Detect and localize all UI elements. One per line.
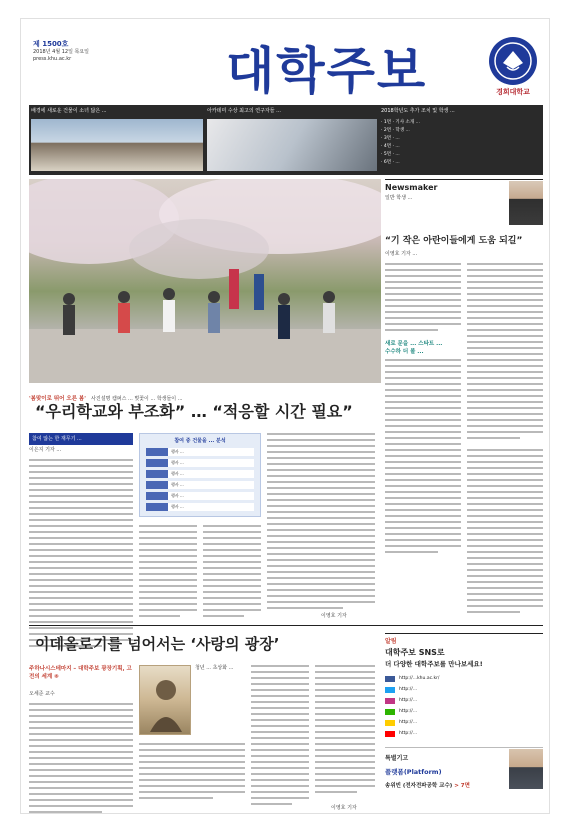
- sns-title: 대학주보 SNS로: [385, 648, 445, 657]
- promo-right-line: · 3면 · ...: [381, 136, 400, 141]
- newsmaker-subtitle: 일반 학생 ...: [385, 195, 413, 201]
- sidebar-rule: [385, 633, 543, 634]
- kakao-icon: [385, 720, 395, 726]
- feature-col3: [251, 665, 309, 809]
- section-divider: [29, 625, 543, 626]
- newsmaker-rule: [385, 179, 543, 180]
- promo-right-line: · 1면 · 기사 소개 ...: [381, 120, 420, 125]
- newsmaker-headline: “기 작은 아란이들에게 도움 되길”: [385, 236, 523, 246]
- promo-left-title: 배경에 새로운 건물이 소녀 닮은 ...: [31, 108, 107, 114]
- feature-col2: [139, 743, 245, 803]
- photo-caption-text: 사진설명 캠퍼스 ... 벚꽃이 ... 학생들이 ...: [91, 396, 183, 402]
- promo-right-line: · 5면 · ...: [381, 152, 400, 157]
- feature-tag-number: ⑧: [54, 674, 59, 680]
- stats-table-row-text: 행사 ...: [171, 471, 184, 476]
- stats-table: [139, 433, 261, 517]
- youtube-icon: [385, 731, 395, 737]
- promo-right-line: · 6면 · ...: [381, 160, 400, 165]
- instagram-icon: [385, 698, 395, 704]
- stats-table-row: [146, 459, 254, 467]
- photo-caption-label: '봄맞이로 뛰어 오른 봄': [29, 396, 86, 402]
- photo-caption: [29, 385, 381, 402]
- main-headline: “우리학교와 부조화” … “적응할 시간 필요”: [35, 402, 353, 421]
- sns-link[interactable]: http://...: [385, 695, 543, 706]
- issue-number: 제 1500호: [33, 40, 69, 48]
- promo-middle[interactable]: [207, 107, 377, 173]
- sns-link[interactable]: http://...khu.ac.kr/: [385, 673, 543, 684]
- feature-portrait-caption: 청년 ... 초상화 ...: [195, 665, 234, 671]
- stats-table-row-text: 행사 ...: [171, 482, 184, 487]
- main-story-tag: 참여 않는 한 재무기 ...: [29, 433, 133, 445]
- newsmaker-subheading: 새로 문을 ... 스타트 ...: [385, 341, 443, 347]
- newsmaker-col2-text-b: [467, 449, 543, 617]
- sns-link[interactable]: http://...: [385, 684, 543, 695]
- university-seal-icon: [489, 37, 537, 85]
- feature-portrait: [139, 665, 191, 735]
- sidebar-divider: [385, 747, 543, 748]
- sidebar-label: 알림: [385, 638, 397, 645]
- masthead-title: 대학주보: [226, 42, 428, 100]
- stats-table-row-text: 행사 ...: [171, 449, 184, 454]
- newsmaker-col1-text-b: [385, 359, 461, 557]
- special-author-name: 송위빈 (전자전파공학 교수): [385, 783, 453, 789]
- main-story-end-note: 이영호 기자: [321, 613, 347, 619]
- stats-table-row: [146, 448, 254, 456]
- promo-right[interactable]: [381, 107, 541, 173]
- sns-link[interactable]: http://...: [385, 717, 543, 728]
- promo-right-title: 2018학년도 추가 조치 및 학생 ...: [381, 108, 455, 114]
- stats-table-row-text: 행사 ...: [171, 460, 184, 465]
- blog-icon: [385, 709, 395, 715]
- newsmaker-byline: 이영호 기자 ...: [385, 251, 418, 257]
- main-story-col4: [267, 433, 375, 613]
- newspaper-page: [20, 18, 550, 814]
- sns-links: [385, 673, 543, 739]
- newsmaker-col2-text: [467, 263, 543, 443]
- promo-middle-photo: [207, 119, 377, 171]
- issue-site: press.khu.ac.kr: [33, 56, 72, 62]
- stats-table-row: [146, 470, 254, 478]
- feature-col4: [315, 665, 375, 797]
- stats-table-row-text: 행사 ...: [171, 493, 184, 498]
- stats-table-row: [146, 503, 254, 511]
- feature-col1: [29, 703, 133, 817]
- main-story-col1: [29, 459, 133, 651]
- main-story-col2: [139, 525, 197, 621]
- special-label: 특별기고: [385, 755, 409, 762]
- main-story-col3: [203, 525, 261, 621]
- promo-left-photo: [31, 119, 203, 171]
- sns-link[interactable]: http://...: [385, 706, 543, 717]
- sns-subtitle: 더 다양한 대학주보를 만나보세요!: [385, 660, 483, 668]
- newsmaker-col1-text: [385, 263, 461, 335]
- promo-left[interactable]: [31, 107, 203, 173]
- main-story-byline: 이은지 기자 ...: [29, 447, 62, 453]
- promo-right-line: · 4면 · ...: [381, 144, 400, 149]
- university-name: 경희대학교: [496, 88, 530, 96]
- facebook-icon: [385, 676, 395, 682]
- special-author: [385, 781, 470, 789]
- feature-headline: 이데올로기를 넘어서는 ‘사랑의 광장’: [35, 635, 280, 653]
- newsmaker-subheading-2: 수수하 더 볼 ...: [385, 349, 424, 355]
- special-author-portrait: [509, 749, 543, 789]
- feature-byline: 오세준 교수: [29, 691, 55, 697]
- top-photo: [29, 179, 381, 383]
- feature-tag: [29, 665, 133, 681]
- newsmaker-portrait: [509, 181, 543, 225]
- sns-link[interactable]: http://...: [385, 728, 543, 739]
- newsmaker-label: Newsmaker: [385, 183, 438, 192]
- stats-table-row: [146, 492, 254, 500]
- special-topic: 플랫폼(Platform): [385, 768, 442, 776]
- stats-table-row: [146, 481, 254, 489]
- special-page-link[interactable]: > 7면: [454, 783, 470, 789]
- promo-right-line: · 2면 · 학생 ...: [381, 128, 410, 133]
- twitter-icon: [385, 687, 395, 693]
- feature-tag-text: 주하나시스테마지 – 대학주보 광장기획, 고전의 세계: [29, 666, 132, 680]
- stats-table-title: 참여 중 건물을 ... 분석: [174, 438, 226, 444]
- promo-middle-title: 아카데미 수상 최고의 연구자들 ...: [207, 108, 281, 114]
- feature-end-note: 이영호 기자: [331, 805, 357, 811]
- issue-block: [33, 39, 113, 63]
- stats-table-row-text: 행사 ...: [171, 504, 184, 509]
- issue-date: 2018년 4월 12일 목요일: [33, 49, 90, 55]
